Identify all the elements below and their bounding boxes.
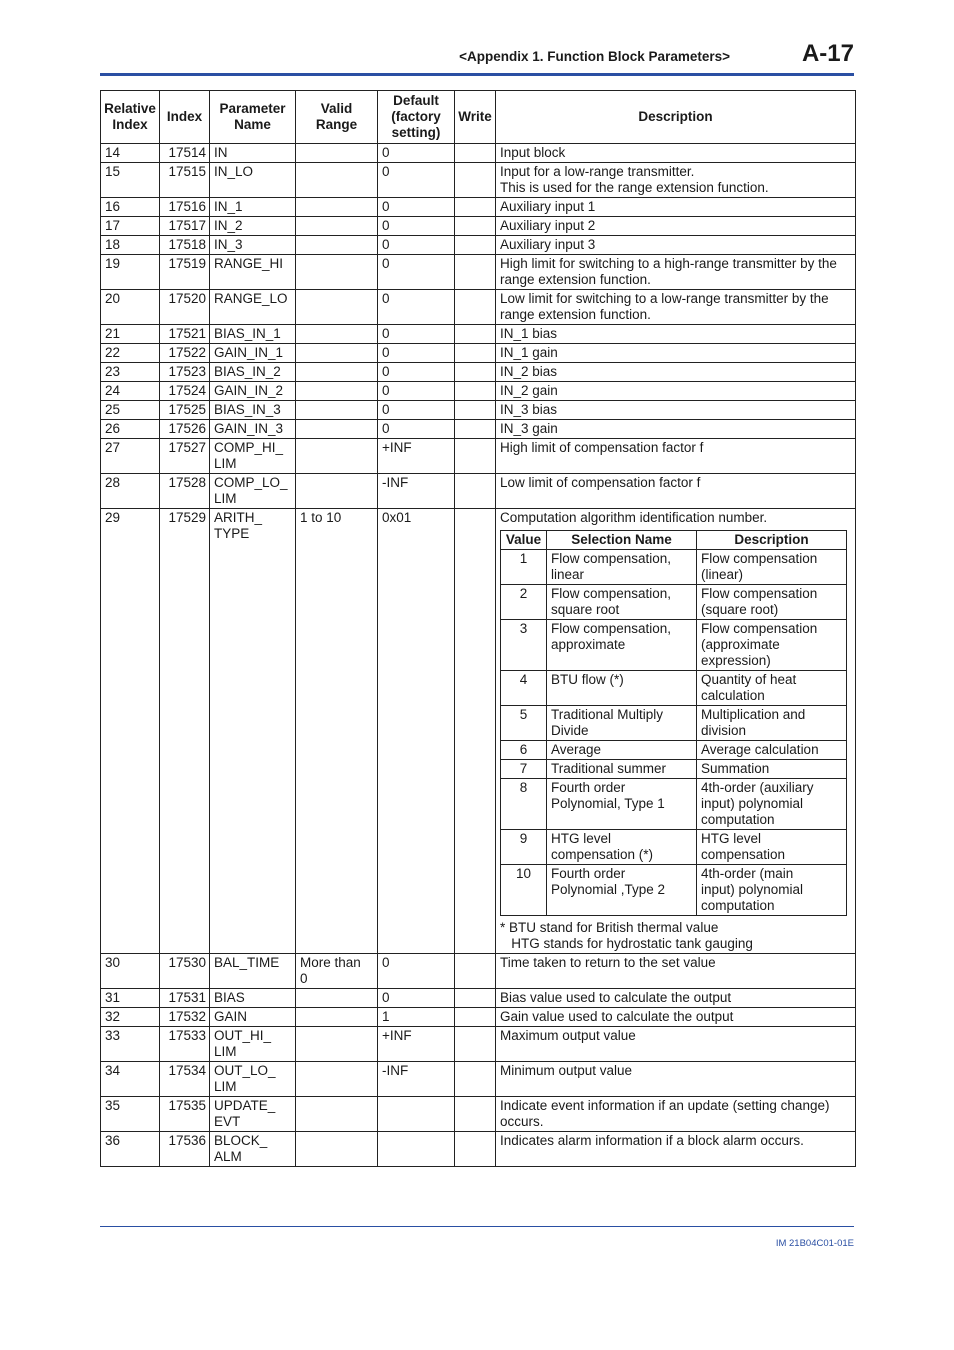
default-cell: 0 bbox=[378, 144, 455, 163]
description-cell: High limit of compensation factor f bbox=[496, 439, 856, 474]
relative-index-cell: 27 bbox=[101, 439, 160, 474]
value-cell: 9 bbox=[501, 830, 547, 865]
valid-range-cell bbox=[296, 255, 378, 290]
write-cell bbox=[455, 163, 496, 198]
index-cell: 17528 bbox=[160, 474, 210, 509]
valid-range-cell bbox=[296, 198, 378, 217]
valid-range-cell bbox=[296, 989, 378, 1008]
table-row bbox=[101, 290, 856, 325]
sub-description-cell: Multiplication and division bbox=[697, 706, 847, 741]
sub-description-cell: 4th-order (auxiliary input) polynomial computation bbox=[697, 779, 847, 830]
default-cell bbox=[378, 1097, 455, 1132]
description-cell bbox=[496, 509, 856, 954]
default-cell: 0 bbox=[378, 401, 455, 420]
sub-description-cell: Flow compensation (square root) bbox=[697, 585, 847, 620]
value-cell: 8 bbox=[501, 779, 547, 830]
selection-name-cell: Average bbox=[547, 741, 697, 760]
parameter-name-cell: BIAS bbox=[210, 989, 296, 1008]
value-cell: 4 bbox=[501, 671, 547, 706]
index-cell: 17534 bbox=[160, 1062, 210, 1097]
description-cell: Low limit of compensation factor f bbox=[496, 474, 856, 509]
table-row bbox=[101, 1008, 856, 1027]
valid-range-cell bbox=[296, 236, 378, 255]
index-cell: 17519 bbox=[160, 255, 210, 290]
table-row bbox=[101, 439, 856, 474]
subtable-header-row bbox=[501, 531, 847, 550]
parameter-name-cell: BLOCK_ ALM bbox=[210, 1132, 296, 1167]
default-cell: 0 bbox=[378, 236, 455, 255]
index-cell: 17531 bbox=[160, 989, 210, 1008]
relative-index-cell: 17 bbox=[101, 217, 160, 236]
default-cell: 0 bbox=[378, 382, 455, 401]
index-cell: 17514 bbox=[160, 144, 210, 163]
parameter-name-cell: BIAS_IN_1 bbox=[210, 325, 296, 344]
parameter-name-cell: BIAS_IN_2 bbox=[210, 363, 296, 382]
parameter-name-cell: OUT_LO_ LIM bbox=[210, 1062, 296, 1097]
valid-range-cell: More than 0 bbox=[296, 954, 378, 989]
valid-range-cell bbox=[296, 1097, 378, 1132]
write-cell bbox=[455, 474, 496, 509]
table-row bbox=[101, 401, 856, 420]
col-valid-range: Valid Range bbox=[296, 91, 378, 144]
col-index: Index bbox=[160, 91, 210, 144]
default-cell: 0 bbox=[378, 344, 455, 363]
parameter-name-cell: COMP_HI_ LIM bbox=[210, 439, 296, 474]
relative-index-cell: 33 bbox=[101, 1027, 160, 1062]
parameter-name-cell: OUT_HI_ LIM bbox=[210, 1027, 296, 1062]
parameter-name-cell: GAIN_IN_2 bbox=[210, 382, 296, 401]
parameter-name-cell: IN_2 bbox=[210, 217, 296, 236]
description-cell: Input for a low-range transmitter. This is used for the range extension function. bbox=[496, 163, 856, 198]
parameter-name-cell: GAIN_IN_3 bbox=[210, 420, 296, 439]
index-cell: 17536 bbox=[160, 1132, 210, 1167]
parameter-name-cell: BIAS_IN_3 bbox=[210, 401, 296, 420]
col-write: Write bbox=[455, 91, 496, 144]
index-cell: 17529 bbox=[160, 509, 210, 954]
write-cell bbox=[455, 1062, 496, 1097]
valid-range-cell bbox=[296, 382, 378, 401]
selection-name-cell: Fourth order Polynomial, Type 1 bbox=[547, 779, 697, 830]
default-cell: 0 bbox=[378, 217, 455, 236]
sub-description-cell: 4th-order (main input) polynomial computation bbox=[697, 865, 847, 916]
table-row bbox=[101, 144, 856, 163]
valid-range-cell bbox=[296, 420, 378, 439]
default-cell: -INF bbox=[378, 1062, 455, 1097]
valid-range-cell bbox=[296, 439, 378, 474]
parameter-name-cell: ARITH_ TYPE bbox=[210, 509, 296, 954]
subtable-row bbox=[501, 620, 847, 671]
default-cell: 0 bbox=[378, 255, 455, 290]
index-cell: 17523 bbox=[160, 363, 210, 382]
subtable-row bbox=[501, 830, 847, 865]
header-rule bbox=[100, 73, 854, 76]
valid-range-cell bbox=[296, 363, 378, 382]
description-cell: Maximum output value bbox=[496, 1027, 856, 1062]
index-cell: 17522 bbox=[160, 344, 210, 363]
relative-index-cell: 31 bbox=[101, 989, 160, 1008]
subtable-header: Value bbox=[501, 531, 547, 550]
description-cell: IN_3 bias bbox=[496, 401, 856, 420]
relative-index-cell: 22 bbox=[101, 344, 160, 363]
valid-range-cell bbox=[296, 1062, 378, 1097]
value-cell: 6 bbox=[501, 741, 547, 760]
default-cell: 0 bbox=[378, 989, 455, 1008]
selection-name-cell: Traditional Multiply Divide bbox=[547, 706, 697, 741]
write-cell bbox=[455, 420, 496, 439]
arith-type-subtable bbox=[500, 530, 847, 916]
sub-description-cell: Average calculation bbox=[697, 741, 847, 760]
selection-name-cell: Fourth order Polynomial ,Type 2 bbox=[547, 865, 697, 916]
table-row bbox=[101, 1027, 856, 1062]
write-cell bbox=[455, 363, 496, 382]
description-cell: Gain value used to calculate the output bbox=[496, 1008, 856, 1027]
selection-name-cell: Flow compensation, square root bbox=[547, 585, 697, 620]
valid-range-cell bbox=[296, 217, 378, 236]
selection-name-cell: Traditional summer bbox=[547, 760, 697, 779]
valid-range-cell bbox=[296, 1027, 378, 1062]
table-row bbox=[101, 382, 856, 401]
write-cell bbox=[455, 1132, 496, 1167]
description-cell: Input block bbox=[496, 144, 856, 163]
description-cell: Indicate event information if an update (setting change) occurs. bbox=[496, 1097, 856, 1132]
parameter-name-cell: UPDATE_ EVT bbox=[210, 1097, 296, 1132]
relative-index-cell: 14 bbox=[101, 144, 160, 163]
description-text: Computation algorithm identification number. bbox=[500, 510, 768, 525]
table-header-row bbox=[101, 91, 856, 144]
default-cell: 0 bbox=[378, 198, 455, 217]
write-cell bbox=[455, 344, 496, 363]
value-cell: 1 bbox=[501, 550, 547, 585]
parameter-name-cell: IN_3 bbox=[210, 236, 296, 255]
table-row bbox=[101, 255, 856, 290]
subtable-header: Selection Name bbox=[547, 531, 697, 550]
description-cell: Auxiliary input 1 bbox=[496, 198, 856, 217]
table-row bbox=[101, 1097, 856, 1132]
table-row bbox=[101, 325, 856, 344]
valid-range-cell bbox=[296, 163, 378, 198]
parameter-table bbox=[100, 90, 856, 1167]
sub-description-cell: HTG level compensation bbox=[697, 830, 847, 865]
value-cell: 10 bbox=[501, 865, 547, 916]
description-cell: IN_2 bias bbox=[496, 363, 856, 382]
relative-index-cell: 30 bbox=[101, 954, 160, 989]
write-cell bbox=[455, 217, 496, 236]
sub-description-cell: Flow compensation (approximate expression) bbox=[697, 620, 847, 671]
subtable-row bbox=[501, 760, 847, 779]
default-cell: 1 bbox=[378, 1008, 455, 1027]
valid-range-cell bbox=[296, 401, 378, 420]
section-title: <Appendix 1. Function Block Parameters> bbox=[459, 49, 730, 64]
sub-description-cell: Summation bbox=[697, 760, 847, 779]
default-cell: 0 bbox=[378, 290, 455, 325]
relative-index-cell: 29 bbox=[101, 509, 160, 954]
default-cell: 0 bbox=[378, 363, 455, 382]
subtable-row bbox=[501, 671, 847, 706]
default-cell: 0 bbox=[378, 325, 455, 344]
index-cell: 17532 bbox=[160, 1008, 210, 1027]
relative-index-cell: 24 bbox=[101, 382, 160, 401]
relative-index-cell: 19 bbox=[101, 255, 160, 290]
index-cell: 17516 bbox=[160, 198, 210, 217]
table-row bbox=[101, 163, 856, 198]
valid-range-cell bbox=[296, 325, 378, 344]
description-cell: High limit for switching to a high-range transmitter by the range extension function. bbox=[496, 255, 856, 290]
relative-index-cell: 28 bbox=[101, 474, 160, 509]
description-cell: IN_1 gain bbox=[496, 344, 856, 363]
subtable-row bbox=[501, 779, 847, 830]
index-cell: 17535 bbox=[160, 1097, 210, 1132]
table-row bbox=[101, 509, 856, 954]
subtable-row bbox=[501, 865, 847, 916]
parameter-name-cell: COMP_LO_ LIM bbox=[210, 474, 296, 509]
value-cell: 5 bbox=[501, 706, 547, 741]
valid-range-cell: 1 to 10 bbox=[296, 509, 378, 954]
relative-index-cell: 34 bbox=[101, 1062, 160, 1097]
description-cell: IN_2 gain bbox=[496, 382, 856, 401]
table-row bbox=[101, 420, 856, 439]
relative-index-cell: 32 bbox=[101, 1008, 160, 1027]
valid-range-cell bbox=[296, 474, 378, 509]
write-cell bbox=[455, 439, 496, 474]
description-cell: Low limit for switching to a low-range transmitter by the range extension function. bbox=[496, 290, 856, 325]
table-row bbox=[101, 1132, 856, 1167]
description-cell: Auxiliary input 3 bbox=[496, 236, 856, 255]
write-cell bbox=[455, 236, 496, 255]
default-cell: 0 bbox=[378, 954, 455, 989]
footnote: * BTU stand for British thermal value HTG stands for hydrostatic tank gauging bbox=[500, 920, 753, 951]
col-default: Default (factory setting) bbox=[378, 91, 455, 144]
write-cell bbox=[455, 1008, 496, 1027]
description-cell: Auxiliary input 2 bbox=[496, 217, 856, 236]
write-cell bbox=[455, 290, 496, 325]
table-row bbox=[101, 989, 856, 1008]
index-cell: 17520 bbox=[160, 290, 210, 325]
parameter-name-cell: GAIN bbox=[210, 1008, 296, 1027]
parameter-name-cell: IN_1 bbox=[210, 198, 296, 217]
table-row bbox=[101, 1062, 856, 1097]
subtable-row bbox=[501, 550, 847, 585]
relative-index-cell: 35 bbox=[101, 1097, 160, 1132]
write-cell bbox=[455, 198, 496, 217]
selection-name-cell: HTG level compensation (*) bbox=[547, 830, 697, 865]
parameter-name-cell: BAL_TIME bbox=[210, 954, 296, 989]
write-cell bbox=[455, 325, 496, 344]
description-cell: IN_1 bias bbox=[496, 325, 856, 344]
table-row bbox=[101, 363, 856, 382]
parameter-name-cell: IN_LO bbox=[210, 163, 296, 198]
index-cell: 17533 bbox=[160, 1027, 210, 1062]
index-cell: 17515 bbox=[160, 163, 210, 198]
index-cell: 17526 bbox=[160, 420, 210, 439]
valid-range-cell bbox=[296, 1008, 378, 1027]
parameter-name-cell: GAIN_IN_1 bbox=[210, 344, 296, 363]
relative-index-cell: 26 bbox=[101, 420, 160, 439]
default-cell: 0 bbox=[378, 420, 455, 439]
write-cell bbox=[455, 144, 496, 163]
subtable-row bbox=[501, 585, 847, 620]
document-id: IM 21B04C01-01E bbox=[775, 1238, 854, 1249]
write-cell bbox=[455, 989, 496, 1008]
table-row bbox=[101, 217, 856, 236]
table-row bbox=[101, 954, 856, 989]
default-cell: -INF bbox=[378, 474, 455, 509]
selection-name-cell: Flow compensation, linear bbox=[547, 550, 697, 585]
description-cell: Bias value used to calculate the output bbox=[496, 989, 856, 1008]
index-cell: 17525 bbox=[160, 401, 210, 420]
footer-rule bbox=[100, 1226, 854, 1227]
parameter-name-cell: IN bbox=[210, 144, 296, 163]
col-relative-index: Relative Index bbox=[101, 91, 160, 144]
write-cell bbox=[455, 382, 496, 401]
description-cell: IN_3 gain bbox=[496, 420, 856, 439]
default-cell bbox=[378, 1132, 455, 1167]
write-cell bbox=[455, 509, 496, 954]
table-row bbox=[101, 236, 856, 255]
index-cell: 17521 bbox=[160, 325, 210, 344]
table-row bbox=[101, 474, 856, 509]
write-cell bbox=[455, 255, 496, 290]
col-parameter-name: Parameter Name bbox=[210, 91, 296, 144]
write-cell bbox=[455, 1097, 496, 1132]
index-cell: 17530 bbox=[160, 954, 210, 989]
write-cell bbox=[455, 1027, 496, 1062]
description-cell: Indicates alarm information if a block alarm occurs. bbox=[496, 1132, 856, 1167]
col-description: Description bbox=[496, 91, 856, 144]
default-cell: 0 bbox=[378, 163, 455, 198]
sub-description-cell: Flow compensation (linear) bbox=[697, 550, 847, 585]
index-cell: 17527 bbox=[160, 439, 210, 474]
parameter-name-cell: RANGE_LO bbox=[210, 290, 296, 325]
description-cell: Minimum output value bbox=[496, 1062, 856, 1097]
subtable-row bbox=[501, 706, 847, 741]
subtable-header: Description bbox=[697, 531, 847, 550]
selection-name-cell: BTU flow (*) bbox=[547, 671, 697, 706]
table-row bbox=[101, 344, 856, 363]
relative-index-cell: 23 bbox=[101, 363, 160, 382]
valid-range-cell bbox=[296, 344, 378, 363]
default-cell: +INF bbox=[378, 1027, 455, 1062]
value-cell: 7 bbox=[501, 760, 547, 779]
parameter-name-cell: RANGE_HI bbox=[210, 255, 296, 290]
relative-index-cell: 18 bbox=[101, 236, 160, 255]
write-cell bbox=[455, 954, 496, 989]
default-cell: +INF bbox=[378, 439, 455, 474]
page-number: A-17 bbox=[801, 40, 854, 67]
relative-index-cell: 16 bbox=[101, 198, 160, 217]
table-row bbox=[101, 198, 856, 217]
valid-range-cell bbox=[296, 144, 378, 163]
relative-index-cell: 25 bbox=[101, 401, 160, 420]
relative-index-cell: 21 bbox=[101, 325, 160, 344]
subtable-row bbox=[501, 741, 847, 760]
index-cell: 17524 bbox=[160, 382, 210, 401]
index-cell: 17518 bbox=[160, 236, 210, 255]
value-cell: 3 bbox=[501, 620, 547, 671]
default-cell: 0x01 bbox=[378, 509, 455, 954]
selection-name-cell: Flow compensation, approximate bbox=[547, 620, 697, 671]
relative-index-cell: 15 bbox=[101, 163, 160, 198]
sub-description-cell: Quantity of heat calculation bbox=[697, 671, 847, 706]
index-cell: 17517 bbox=[160, 217, 210, 236]
valid-range-cell bbox=[296, 290, 378, 325]
write-cell bbox=[455, 401, 496, 420]
relative-index-cell: 36 bbox=[101, 1132, 160, 1167]
description-cell: Time taken to return to the set value bbox=[496, 954, 856, 989]
value-cell: 2 bbox=[501, 585, 547, 620]
valid-range-cell bbox=[296, 1132, 378, 1167]
relative-index-cell: 20 bbox=[101, 290, 160, 325]
